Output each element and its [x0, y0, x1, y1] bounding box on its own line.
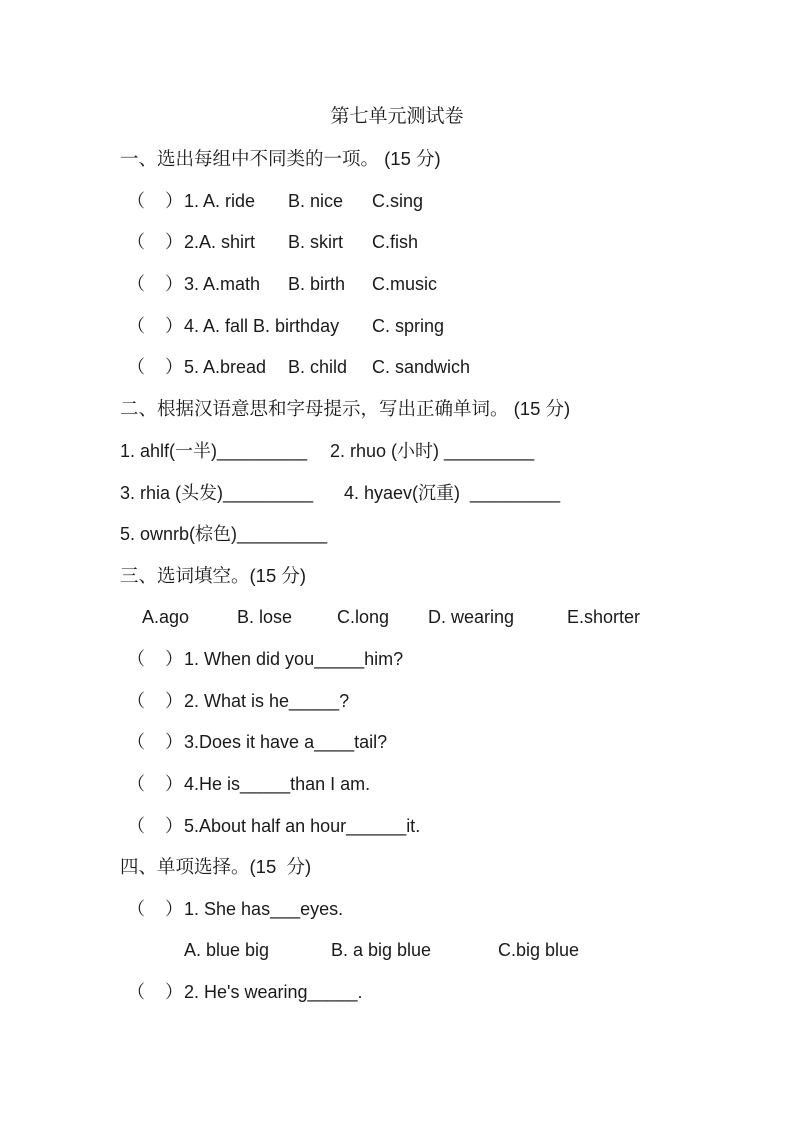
option-a: 2.A. shirt	[184, 232, 256, 252]
word-item: 4. hyaev(沉重) _________	[344, 483, 561, 503]
answer-paren: （ ）	[127, 732, 184, 752]
option-a: 4. A. fall B. birthday	[184, 316, 340, 336]
answer-paren: （ ）	[127, 816, 184, 836]
option-c: C.music	[372, 274, 438, 294]
option-a: 5. A.bread	[184, 357, 267, 377]
option-b: B. skirt	[288, 232, 344, 252]
option-a: 3. A.math	[184, 274, 261, 294]
fill-question: 4.He is_____than I am.	[184, 774, 371, 794]
option-c: C.fish	[372, 232, 419, 252]
choice-option: A. blue big	[184, 940, 270, 960]
word-option: E.shorter	[567, 607, 641, 627]
choice-question: 1. She has___eyes.	[184, 899, 344, 919]
answer-paren: （ ）	[127, 357, 184, 377]
word-option: C.long	[337, 607, 390, 627]
option-c: C. sandwich	[372, 357, 471, 377]
answer-paren: （ ）	[127, 232, 184, 252]
option-c: C. spring	[372, 316, 445, 336]
option-b: B. birth	[288, 274, 346, 294]
section1-heading: 一、选出每组中不同类的一项。 (15 分)	[120, 148, 441, 169]
word-item: 1. ahlf(一半)_________	[120, 441, 308, 461]
section3-heading: 三、选词填空。(15 分)	[120, 565, 307, 586]
word-option: A.ago	[142, 607, 190, 627]
option-a: 1. A. ride	[184, 191, 256, 211]
choice-question: 2. He's wearing_____.	[184, 982, 363, 1002]
word-item: 5. ownrb(棕色)_________	[120, 524, 328, 544]
word-option: D. wearing	[428, 607, 515, 627]
fill-question: 3.Does it have a____tail?	[184, 732, 388, 752]
answer-paren: （ ）	[127, 899, 184, 919]
word-option: B. lose	[237, 607, 293, 627]
word-item: 3. rhia (头发)_________	[120, 483, 314, 503]
section4-heading: 四、单项选择。(15 分)	[120, 856, 312, 877]
option-c: C.sing	[372, 191, 424, 211]
option-b: B. child	[288, 357, 348, 377]
answer-paren: （ ）	[127, 316, 184, 336]
word-item: 2. rhuo (小时) _________	[330, 441, 535, 461]
choice-option: B. a big blue	[331, 940, 432, 960]
answer-paren: （ ）	[127, 649, 184, 669]
fill-question: 5.About half an hour______it.	[184, 816, 421, 836]
answer-paren: （ ）	[127, 191, 184, 211]
answer-paren: （ ）	[127, 691, 184, 711]
fill-question: 1. When did you_____him?	[184, 649, 404, 669]
page-title: 第七单元测试卷	[330, 106, 464, 127]
option-b: B. nice	[288, 191, 344, 211]
answer-paren: （ ）	[127, 774, 184, 794]
fill-question: 2. What is he_____?	[184, 691, 350, 711]
choice-option: C.big blue	[498, 940, 580, 960]
answer-paren: （ ）	[127, 274, 184, 294]
answer-paren: （ ）	[127, 982, 184, 1002]
section2-heading: 二、根据汉语意思和字母提示，写出正确单词。 (15 分)	[120, 398, 571, 419]
